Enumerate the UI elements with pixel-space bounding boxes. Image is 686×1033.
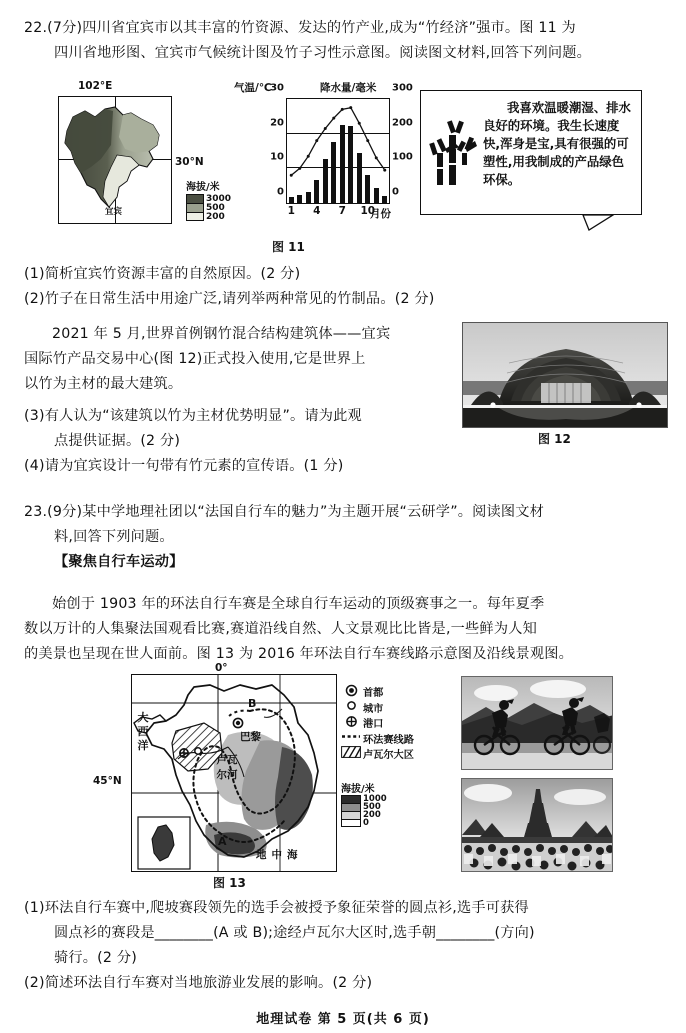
legend-item-port bbox=[341, 715, 445, 731]
figure-12-photo bbox=[462, 322, 668, 428]
temperature-line bbox=[287, 99, 389, 203]
q23-subquestions bbox=[24, 896, 676, 996]
chart-y-left-tick: 10 bbox=[270, 151, 284, 163]
map-label-atlantic-ocean: 大西洋 bbox=[137, 711, 149, 752]
longitude-label-0: 0° bbox=[215, 662, 228, 674]
latitude-label-30n: 30°N bbox=[175, 156, 204, 168]
figure-12 bbox=[462, 322, 668, 450]
city-icon bbox=[341, 699, 361, 715]
hatch-icon bbox=[341, 746, 361, 761]
latitude-label-45n: 45°N bbox=[93, 775, 122, 787]
q22-sub-2: (2)竹子在日常生活中用途广泛,请列举两种常见的竹制品。(2 分) bbox=[24, 291, 435, 307]
legend-label-capital: 首都 bbox=[363, 688, 384, 700]
chart-x-axis-title: 月份 bbox=[370, 208, 391, 220]
q23-section-heading: 【聚焦自行车运动】 bbox=[54, 554, 184, 570]
figure-11 bbox=[0, 78, 686, 253]
chart-x-tick: 4 bbox=[313, 205, 321, 217]
capital-icon bbox=[341, 684, 361, 700]
photo-cyclists bbox=[461, 676, 613, 770]
legend-label-port: 港口 bbox=[363, 719, 384, 731]
elev-row bbox=[341, 819, 403, 827]
elevation-title: 海拔/米 bbox=[341, 784, 375, 795]
longitude-label-102e: 102°E bbox=[78, 80, 113, 92]
elev-swatch-0 bbox=[341, 819, 361, 827]
legend-swatch-500 bbox=[186, 203, 204, 212]
q23-sub-2: (2)简述环法自行车赛对当地旅游业发展的影响。(2 分) bbox=[24, 975, 373, 991]
map-city-label-yibin: 宜宾 bbox=[105, 207, 123, 217]
photo-eiffel-crowd bbox=[461, 778, 613, 872]
legend-item-route bbox=[341, 731, 445, 747]
q23-sub-1b bbox=[24, 921, 676, 946]
q23-para-line-3: 的美景也呈现在世人面前。图 13 为 2016 年环法自行车赛线路示意图及沿线景观图。 bbox=[24, 646, 573, 662]
question-22-stem bbox=[24, 16, 669, 66]
bamboo-habit-callout bbox=[420, 90, 642, 215]
legend-swatch-3000 bbox=[186, 194, 204, 203]
map-label-loire-river: 卢瓦尔河 bbox=[216, 754, 238, 781]
map-label-mediterranean-sea: 地中海 bbox=[256, 849, 303, 861]
port-icon bbox=[341, 715, 361, 731]
chart-y-right-tick: 0 bbox=[392, 186, 399, 198]
sichuan-province-outline bbox=[61, 101, 165, 213]
elev-label-500: 500 bbox=[363, 802, 381, 812]
eiffel-tower-crowd-illustration bbox=[462, 779, 613, 872]
chart-y-left-title: 气温/℃ bbox=[234, 82, 272, 94]
france-route-map bbox=[131, 674, 337, 872]
legend-swatch-200 bbox=[186, 212, 204, 221]
bamboo-icon bbox=[429, 119, 481, 189]
figure-13-elevation-legend bbox=[341, 780, 403, 827]
legend-item-capital bbox=[341, 684, 445, 700]
q22-sub-4: (4)请为宜宾设计一句带有竹元素的宣传语。(1 分) bbox=[24, 458, 344, 474]
elev-label-0: 0 bbox=[363, 818, 369, 828]
climate-statistics-chart bbox=[234, 82, 413, 242]
q23-para-line-1: 始创于 1903 年的环法自行车赛是全球自行车运动的顶级赛事之一。每年夏季 bbox=[52, 596, 545, 612]
question-23-stem bbox=[24, 500, 674, 575]
elev-label-1000: 1000 bbox=[363, 794, 387, 804]
bamboo-callout-text: 我喜欢温暖潮湿、排水良好的环境。我生长速度快,浑身是宝,具有很强的可塑性,用我制成的产品绿色环保。 bbox=[483, 100, 631, 187]
legend-item-city bbox=[341, 700, 445, 716]
chart-y-left-tick: 0 bbox=[277, 186, 284, 198]
q22-para2-line-2: 国际竹产品交易中心(图 12)正式投入使用,它是世界上 bbox=[24, 351, 366, 367]
chart-y-right-tick: 300 bbox=[392, 82, 413, 94]
q22-para2-line-3: 以竹为主材的最大建筑。 bbox=[24, 376, 183, 392]
map-label-point-b: B bbox=[248, 697, 257, 710]
chart-y-right-tick: 100 bbox=[392, 151, 413, 163]
q23-line-2: 料,回答下列问题。 bbox=[54, 529, 174, 545]
q23-para-line-2: 数以万计的人集聚法国观看比赛,赛道沿线自然、人文景观比比皆是,一些鲜为人知 bbox=[24, 621, 537, 637]
sichuan-elevation-legend bbox=[186, 178, 248, 221]
legend-label-route: 环法赛线路 bbox=[363, 734, 414, 746]
legend-label-loire-region: 卢瓦尔大区 bbox=[363, 750, 414, 762]
tour-de-france-photos bbox=[461, 676, 613, 876]
chart-y-left-tick: 20 bbox=[270, 117, 284, 129]
figure-13-legend bbox=[341, 684, 445, 762]
legend-label-3000: 3000 bbox=[206, 193, 232, 204]
map-label-point-a: A bbox=[218, 835, 227, 848]
map-label-paris: 巴黎 bbox=[240, 731, 261, 743]
q23-sub-1a bbox=[24, 896, 676, 921]
elev-swatch-500 bbox=[341, 803, 361, 811]
chart-x-tick: 7 bbox=[338, 205, 346, 217]
q22-subquestions-a bbox=[24, 262, 494, 312]
q22-line-2: 四川省地形图、宜宾市气候统计图及竹子习性示意图。阅读图文材料,回答下列问题。 bbox=[54, 45, 592, 61]
q22-sub-3b: 点提供证据。(2 分) bbox=[54, 433, 181, 449]
q23-line-1: 23.(9分)某中学地理社团以“法国自行车的魅力”为主题开展“云研学”。阅读图文材 bbox=[24, 504, 545, 520]
chart-y-right-title: 降水量/毫米 bbox=[320, 82, 377, 94]
elev-label-200: 200 bbox=[363, 810, 381, 820]
chart-x-tick: 1 bbox=[287, 205, 295, 217]
elev-swatch-200 bbox=[341, 811, 361, 819]
q22-sub-1: (1)简析宜宾竹资源丰富的自然原因。(2 分) bbox=[24, 266, 301, 282]
page-footer: 地理试卷 第 5 页(共 6 页) bbox=[256, 1012, 430, 1027]
callout-tail-icon bbox=[581, 215, 615, 231]
elev-row bbox=[341, 811, 403, 819]
cyclists-illustration bbox=[462, 677, 613, 770]
q22-paragraph-2 bbox=[24, 322, 454, 397]
legend-label-city: 城市 bbox=[363, 703, 384, 715]
q22-sub-3a: (3)有人认为“该建筑以竹为主材优势明显”。请为此观 bbox=[24, 408, 362, 424]
q22-para2-line-1: 2021 年 5 月,世界首例钢竹混合结构建筑体——宜宾 bbox=[52, 326, 391, 342]
q23-sub-1c: 骑行。(2 分) bbox=[54, 950, 137, 966]
q22-line-1: 22.(7分)四川省宜宾市以其丰富的竹资源、发达的竹产业,成为“竹经济”强市。图 11 为 bbox=[24, 20, 576, 36]
q23-paragraph bbox=[24, 592, 676, 667]
elev-swatch-1000 bbox=[341, 795, 361, 803]
chart-y-right-tick: 200 bbox=[392, 117, 413, 129]
q22-subquestions-b bbox=[24, 404, 454, 479]
bamboo-trade-center-building-illustration bbox=[463, 323, 668, 428]
sichuan-map-frame bbox=[58, 96, 172, 224]
figure-11-caption: 图 11 bbox=[272, 240, 305, 254]
legend-label-200: 200 bbox=[206, 211, 225, 222]
legend-row bbox=[186, 212, 248, 221]
q23-sub-1a-text: (1)环法自行车赛中,爬坡赛段领先的选手会被授予象征荣誉的圆点衫,选手可获得 bbox=[24, 900, 529, 916]
chart-y-left-tick: 30 bbox=[270, 82, 284, 94]
elevation-legend-title: 海拔/米 bbox=[186, 182, 220, 193]
figure-12-caption: 图 12 bbox=[538, 432, 571, 446]
route-icon bbox=[341, 730, 361, 746]
legend-item-loire-region bbox=[341, 746, 445, 762]
q23-sub-1b-text: 圆点衫的赛段是________(A 或 B);途经卢瓦尔大区时,选手朝________(方向) bbox=[54, 925, 535, 941]
legend-label-500: 500 bbox=[206, 202, 225, 213]
figure-13-caption: 图 13 bbox=[213, 876, 246, 890]
chart-x-tick: 10 bbox=[360, 205, 376, 217]
